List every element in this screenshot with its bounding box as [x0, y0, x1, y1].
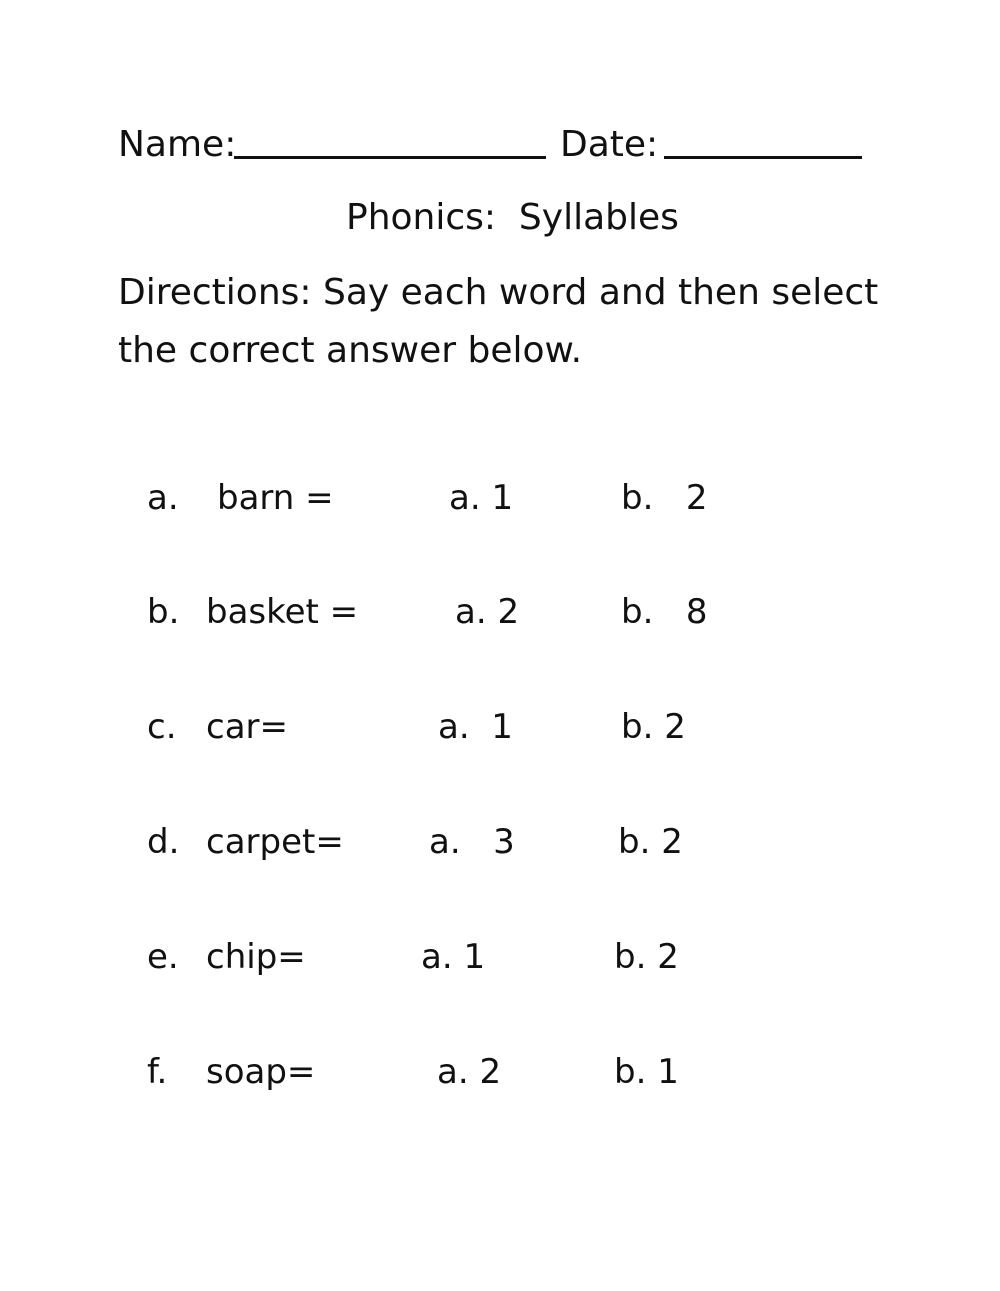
- question-letter: a.: [147, 478, 179, 518]
- answer-option-b[interactable]: b. 2: [614, 937, 679, 977]
- question-word: barn =: [217, 478, 334, 518]
- directions-line-2: the correct answer below.: [118, 330, 583, 371]
- question-word: chip=: [206, 937, 306, 977]
- question-letter: c.: [147, 707, 177, 747]
- question-word: soap=: [206, 1052, 316, 1092]
- date-label: Date:: [560, 124, 659, 165]
- question-word: carpet=: [206, 822, 344, 862]
- question-letter: f.: [147, 1052, 168, 1092]
- answer-option-b[interactable]: b. 2: [621, 707, 686, 747]
- question-letter: b.: [147, 592, 180, 632]
- question-word: basket =: [206, 592, 359, 632]
- answer-option-a[interactable]: a. 2: [455, 592, 520, 632]
- answer-option-a[interactable]: a. 1: [438, 707, 513, 747]
- answer-option-b[interactable]: b. 8: [621, 592, 708, 632]
- question-letter: d.: [147, 822, 180, 862]
- page-title: Phonics: Syllables: [346, 197, 679, 238]
- directions-line-1: Directions: Say each word and then select: [118, 272, 879, 313]
- date-blank-line[interactable]: [664, 156, 862, 159]
- question-word: car=: [206, 707, 288, 747]
- answer-option-b[interactable]: b. 1: [614, 1052, 679, 1092]
- answer-option-a[interactable]: a. 3: [429, 822, 515, 862]
- answer-option-b[interactable]: b. 2: [618, 822, 683, 862]
- answer-option-a[interactable]: a. 2: [437, 1052, 502, 1092]
- answer-option-b[interactable]: b. 2: [621, 478, 708, 518]
- answer-option-a[interactable]: a. 1: [449, 478, 514, 518]
- name-label: Name:: [118, 124, 237, 165]
- name-blank-line[interactable]: [234, 156, 546, 159]
- answer-option-a[interactable]: a. 1: [421, 937, 486, 977]
- question-letter: e.: [147, 937, 179, 977]
